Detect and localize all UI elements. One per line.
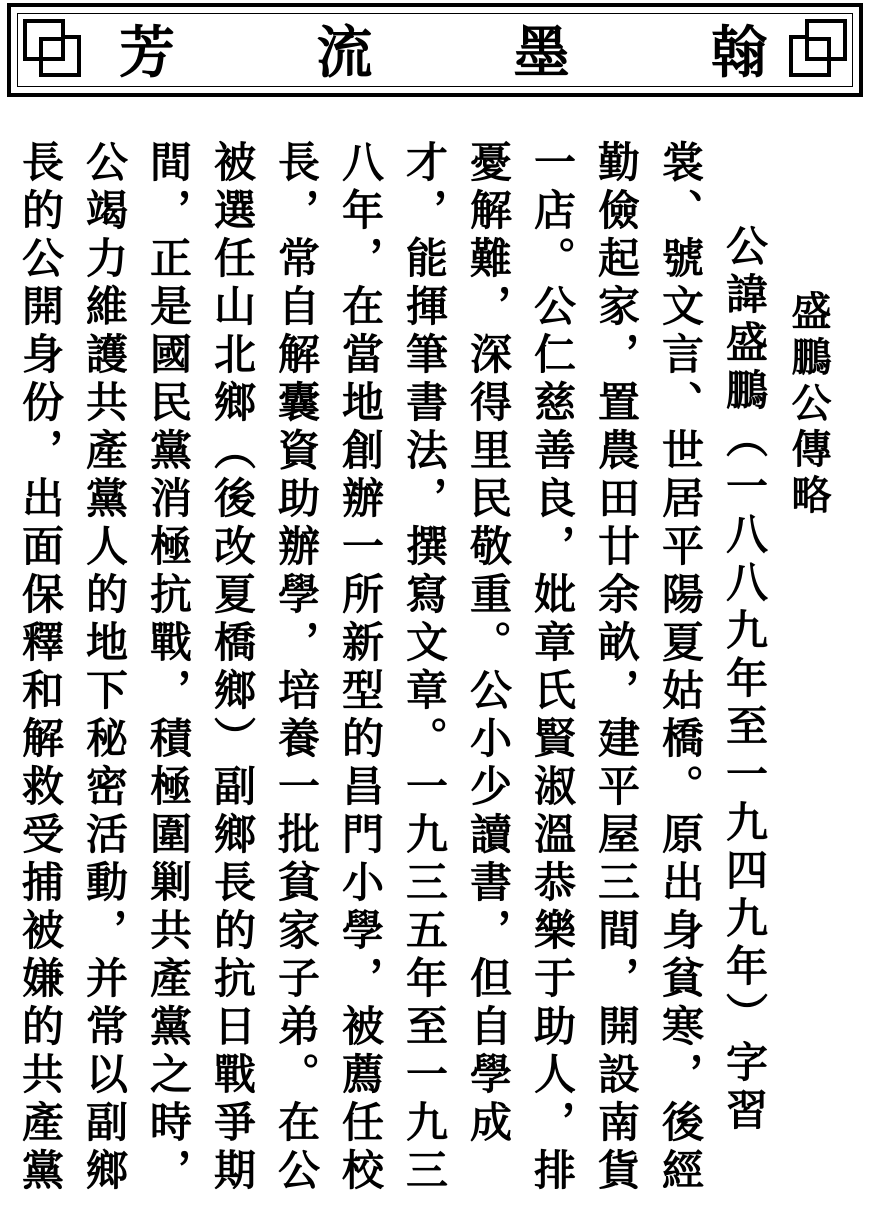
- banner-char-1: 芳: [119, 20, 175, 86]
- article-body: [16, 140, 840, 1205]
- article-paragraph-1: 公諱盛鵬（一八八九年至一九四九年）字習裳、號文言、世居平陽夏姑橋。原出身貧寒，後經勤儉起家，置農田廿余畝，建平屋三間，開設南貨一店。公仁慈善良，妣章氏賢淑溫恭樂于助人，排憂解難，深得里民敬重。公小少讀書，但自學成才，能揮筆書法，撰寫文章。一九三五年至一九三八年，在當地創辦一所新型的昌門小學，被薦任校長，常自解囊資助辦學，培養一批貧家子弟。在公被選任山北鄉（後改夏橋鄉）副鄉長的抗日戰爭期間，正是國民黨消極抗戰，積極圍剿共產黨之時，公竭力維護共產黨人的地下秘密活動，并常以副鄉長的公開身份，出面保釋和解救受捕被嫌的共產黨: [16, 140, 769, 1196]
- banner-char-4: 翰: [710, 20, 767, 86]
- banner-title: [11, 21, 859, 85]
- fret-ornament-icon: [785, 15, 851, 81]
- header-banner: [7, 3, 863, 97]
- banner-char-3: 墨: [513, 20, 570, 86]
- article-subtitle: 盛鵬公傳略: [785, 290, 832, 520]
- banner-char-2: 流: [316, 20, 373, 86]
